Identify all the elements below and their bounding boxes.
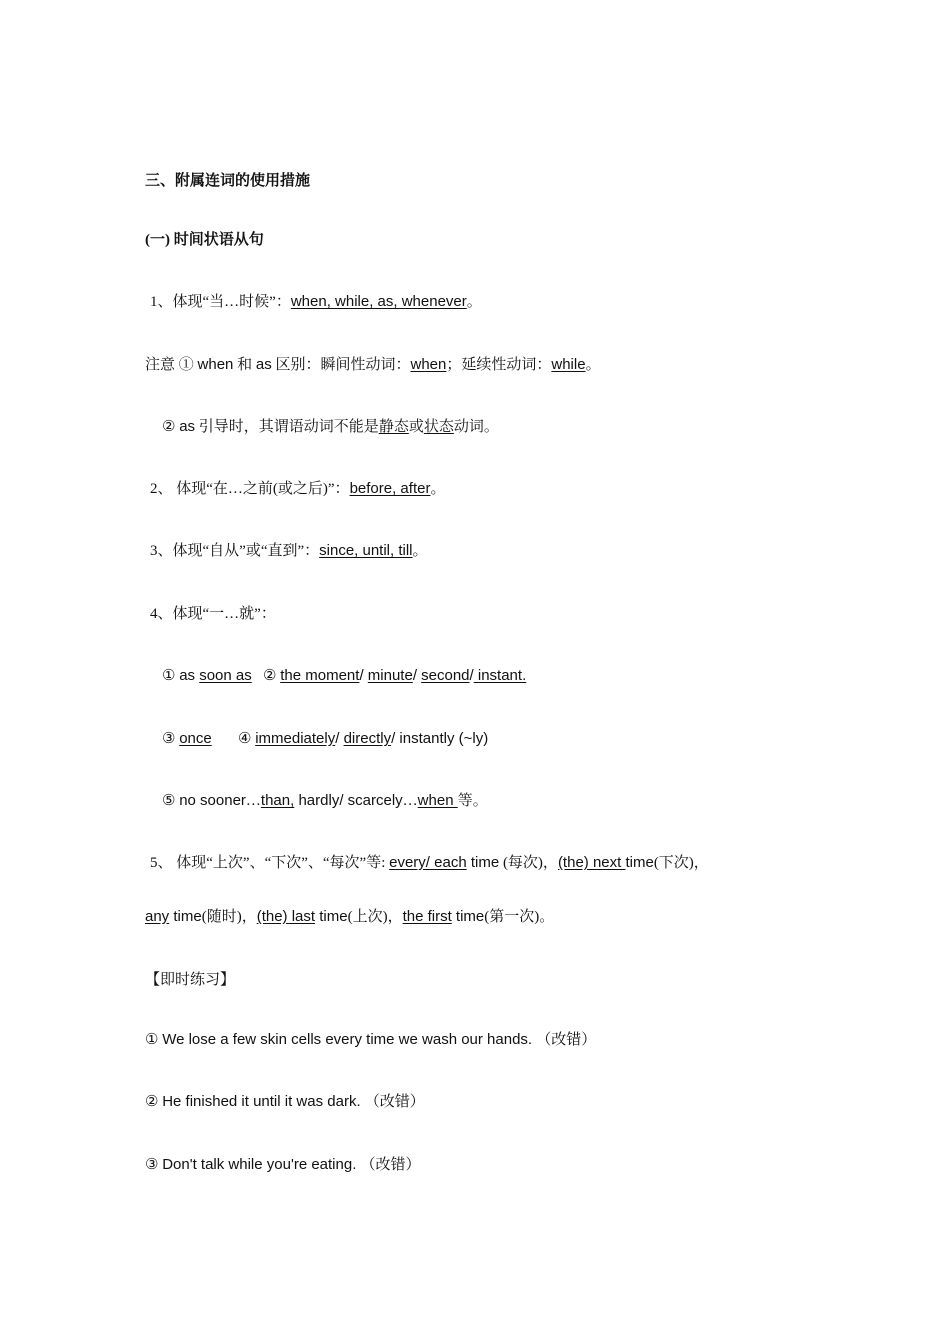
item-5-line-1: [150, 853, 709, 873]
separator: /: [412, 667, 422, 684]
answer: than,: [260, 792, 295, 809]
item-3-end: 。: [412, 543, 428, 559]
item-1-words: when, while, as, whenever: [290, 293, 467, 310]
text: (下次)，: [653, 855, 709, 871]
text: (随时)，: [201, 909, 257, 925]
question-text: He finished it until it was dark.: [162, 1093, 365, 1110]
answer: (the) last: [256, 908, 316, 925]
note-text: 和: [233, 357, 256, 373]
note-answer: while: [551, 356, 586, 373]
text: time: [466, 854, 500, 871]
marker: 等。: [457, 793, 488, 809]
note-text: 。: [585, 357, 601, 373]
item-2-lead: 2、 体现“在…之前(或之后)”：: [150, 481, 350, 497]
item-4: [150, 604, 276, 624]
note-text: 或: [408, 419, 424, 435]
item-1-lead: 1、体现“当…时候”：: [150, 294, 291, 310]
answer: instant.: [473, 667, 527, 684]
note-answer: 状态: [423, 419, 454, 435]
question-hint: （改错）: [536, 1032, 597, 1048]
text: time: [451, 908, 485, 925]
item-5-line-2: [145, 907, 554, 927]
text: hardly/ scarcely: [294, 792, 403, 809]
practice-question-2: [145, 1092, 425, 1112]
item-2: [150, 479, 445, 499]
question-text: Don't talk while you're eating.: [162, 1156, 361, 1173]
heading-text: 三、附属连词的使用措施: [145, 173, 311, 189]
marker: ④: [211, 731, 256, 747]
practice-question-1: [145, 1030, 596, 1050]
note-text: 引导时，其谓语动词不能是: [195, 419, 379, 435]
practice-title: [145, 970, 235, 990]
text: (第一次)。: [484, 909, 555, 925]
subheading-text: 时间状语从句: [170, 232, 264, 248]
note-line-2: [162, 417, 499, 437]
section-heading: [145, 171, 310, 191]
item-1: [150, 292, 482, 312]
marker: …: [245, 793, 261, 809]
answer: (the) next: [557, 854, 626, 871]
note-line-1: [145, 355, 601, 375]
separator: /: [335, 730, 344, 747]
practice-question-3: [145, 1155, 421, 1175]
marker: ③: [162, 731, 180, 747]
separator: /: [469, 667, 474, 684]
answer: soon as: [199, 667, 252, 684]
note-text: 动词。: [453, 419, 499, 435]
note-term: when: [197, 356, 234, 373]
answer: the moment: [280, 667, 360, 684]
item-4-lead: 4、体现“一…就”：: [150, 606, 276, 622]
answer: minute: [367, 667, 413, 684]
note-answer: 静态: [378, 419, 409, 435]
answer: every/ each: [389, 854, 467, 871]
text: time: [169, 908, 202, 925]
question-number: ①: [145, 1032, 163, 1048]
note-text: 注意 ①: [145, 357, 198, 373]
marker: ⑤: [162, 793, 180, 809]
item-3-lead: 3、体现“自从”或“直到”：: [150, 543, 320, 559]
note-term: as: [255, 356, 272, 373]
practice-title-text: 【即时练习】: [145, 972, 236, 988]
text: / instantly (~ly): [391, 730, 489, 747]
answer: once: [179, 730, 212, 747]
item-4-line-2: [162, 729, 488, 749]
answer: second: [421, 667, 470, 684]
text: no sooner: [179, 792, 246, 809]
note-text: ②: [162, 419, 180, 435]
question-text: We lose a few skin cells every time we wash our hands.: [162, 1031, 537, 1048]
note-answer: when: [410, 356, 447, 373]
answer: any: [145, 908, 170, 925]
text: as: [179, 667, 200, 684]
question-number: ②: [145, 1094, 163, 1110]
subheading-prefix: (一): [145, 232, 170, 248]
note-text: 区别：瞬间性动词：: [271, 357, 411, 373]
marker: …: [402, 793, 418, 809]
item-3-words: since, until, till: [319, 542, 413, 559]
marker: ①: [162, 668, 180, 684]
item-2-words: before, after: [349, 480, 431, 497]
separator: /: [359, 667, 368, 684]
item-1-end: 。: [466, 294, 482, 310]
text: time: [625, 854, 654, 871]
note-term: as: [179, 418, 196, 435]
text: (每次)，: [499, 855, 558, 871]
answer: directly: [343, 730, 392, 747]
item-4-line-3: [162, 791, 488, 811]
item-4-line-1: [162, 666, 526, 686]
text: time: [315, 908, 348, 925]
answer: immediately: [255, 730, 336, 747]
note-text: ；延续性动词：: [446, 357, 552, 373]
marker: ②: [251, 668, 281, 684]
question-hint: （改错）: [360, 1157, 421, 1173]
item-5-lead: 5、 体现“上次”、“下次”、“每次”等:: [150, 855, 390, 871]
answer: when: [417, 792, 458, 809]
text: (上次)，: [347, 909, 403, 925]
item-3: [150, 541, 428, 561]
question-hint: （改错）: [364, 1094, 425, 1110]
question-number: ③: [145, 1157, 163, 1173]
item-2-end: 。: [430, 481, 446, 497]
subsection-heading: [145, 230, 264, 250]
answer: the first: [402, 908, 452, 925]
